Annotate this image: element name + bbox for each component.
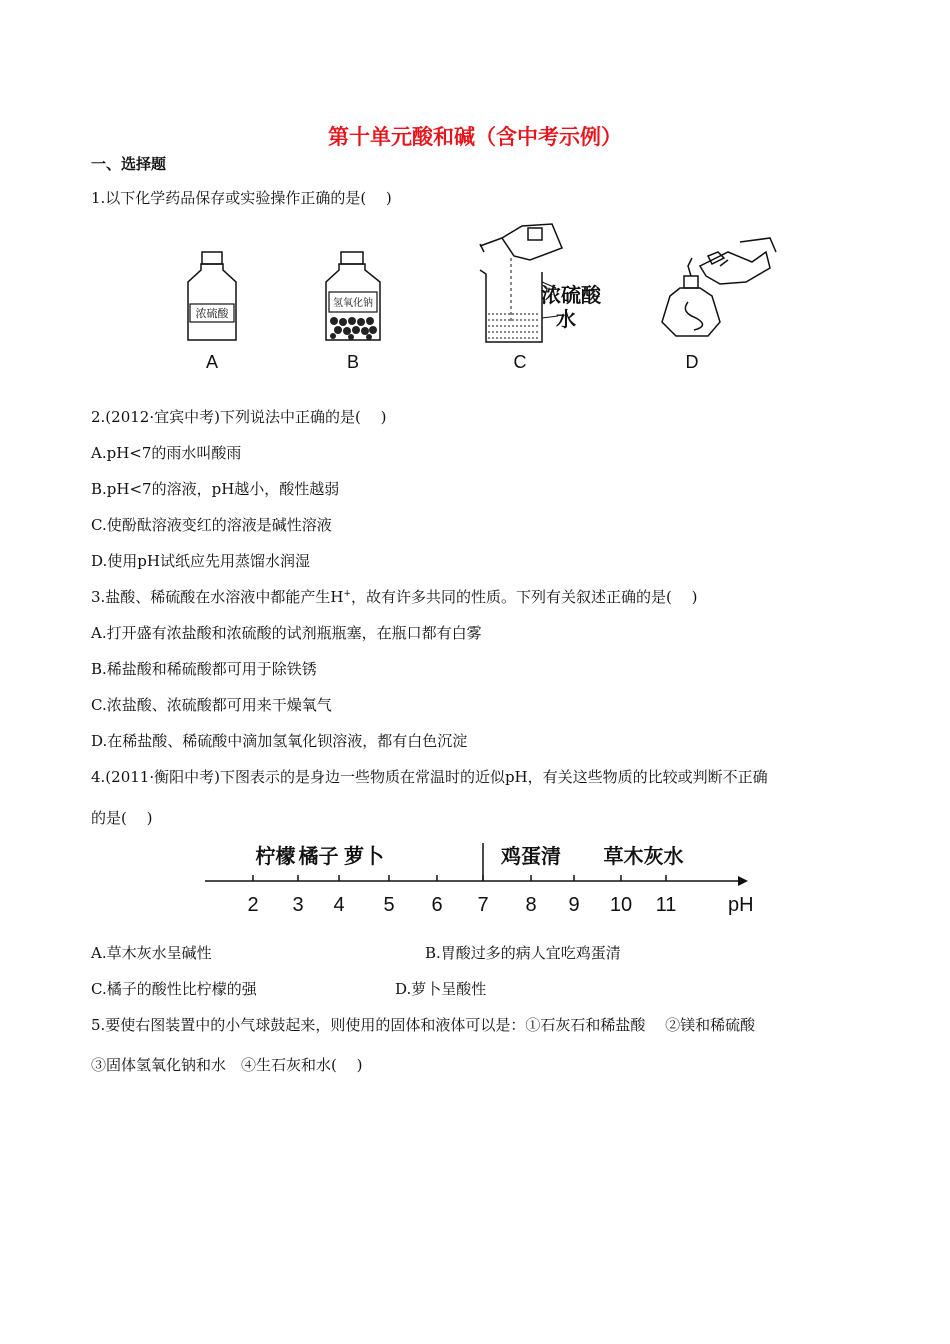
q2-stem: 2.(2012·宜宾中考)下列说法中正确的是( ) bbox=[91, 408, 387, 426]
option-a-label: A bbox=[205, 352, 219, 372]
q3-option-d: D.在稀盐酸、稀硫酸中滴加氢氧化钡溶液，都有白色沉淀 bbox=[91, 732, 468, 750]
q3-option-c: C.浓盐酸、浓硫酸都可用来干燥氧气 bbox=[91, 696, 332, 714]
q4-option-d: D.萝卜呈酸性 bbox=[395, 980, 487, 998]
ph-scale-figure bbox=[200, 835, 770, 925]
q1-stem: 1.以下化学药品保存或实验操作正确的是( ) bbox=[91, 189, 392, 207]
ph-tick-label: 6 bbox=[431, 894, 443, 916]
q2-option-a: A.pH<7的雨水叫酸雨 bbox=[91, 444, 242, 462]
beaker-liquid bbox=[488, 314, 540, 338]
q3-stem-sup: + bbox=[343, 589, 351, 599]
bottle-a-illustration bbox=[188, 252, 236, 340]
beaker-c-illustration bbox=[480, 224, 562, 342]
q1-figure bbox=[180, 222, 780, 374]
ph-tick-label: 3 bbox=[292, 894, 304, 916]
bottle-b-label: 氢氧化钠 bbox=[333, 298, 373, 309]
ph-tick-label: 4 bbox=[333, 894, 345, 916]
ph-tick-label: 8 bbox=[525, 894, 537, 916]
ph-tick-label: 10 bbox=[609, 894, 633, 916]
option-b-label: B bbox=[346, 352, 360, 372]
q2-option-d: D.使用pH试纸应先用蒸馏水润湿 bbox=[91, 552, 310, 570]
ph-unit-label: pH bbox=[728, 894, 754, 916]
q5-stem-line1: 5.要使右图装置中的小气球鼓起来，则使用的固体和液体可以是：①石灰石和稀盐酸 ②镁和稀硫酸 bbox=[91, 1016, 756, 1034]
q3-stem bbox=[91, 586, 697, 607]
ph-tick-label: 5 bbox=[383, 894, 395, 916]
pellets bbox=[330, 317, 377, 340]
ph-substance-label: 橘子 bbox=[298, 846, 339, 868]
option-d-label: D bbox=[685, 352, 699, 372]
option-c-label: C bbox=[513, 352, 527, 372]
q4-option-c: C.橘子的酸性比柠檬的强 bbox=[91, 980, 257, 998]
page-title: 第十单元酸和碱（含中考示例） bbox=[328, 125, 622, 149]
q3-option-a: A.打开盛有浓盐酸和浓硫酸的试剂瓶瓶塞，在瓶口都有白雾 bbox=[91, 624, 482, 642]
q4-option-b: B.胃酸过多的病人宜吃鸡蛋清 bbox=[425, 944, 621, 962]
q2-option-b: B.pH<7的溶液，pH越小，酸性越弱 bbox=[91, 480, 340, 498]
section-heading: 一、选择题 bbox=[91, 155, 167, 173]
ph-axis-arrow bbox=[738, 876, 748, 886]
ph-tick-label: 11 bbox=[655, 894, 677, 916]
q5-stem-line2: ③固体氢氧化钠和水 ④生石灰和水( ) bbox=[91, 1056, 363, 1074]
q4-option-a: A.草木灰水呈碱性 bbox=[91, 944, 212, 962]
q3-stem-after: ，故有许多共同的性质。下列有关叙述正确的是( ) bbox=[350, 588, 698, 606]
q2-option-c: C.使酚酞溶液变红的溶液是碱性溶液 bbox=[91, 516, 332, 534]
bottle-a-label: 浓硫酸 bbox=[195, 308, 229, 320]
ph-tick-label: 2 bbox=[247, 894, 259, 916]
lamp-d-illustration bbox=[662, 238, 776, 336]
q3-option-b: B.稀盐酸和稀硫酸都可用于除铁锈 bbox=[91, 660, 317, 678]
ph-tick-label: 7 bbox=[477, 894, 489, 916]
ph-substance-label: 草木灰水 bbox=[603, 846, 684, 868]
beaker-label-water: 水 bbox=[556, 309, 576, 331]
ph-tick-label: 9 bbox=[568, 894, 580, 916]
beaker-label-acid: 浓硫酸 bbox=[541, 285, 601, 307]
ph-substance-label: 萝卜 bbox=[344, 846, 384, 868]
ph-substance-label: 柠檬 bbox=[255, 846, 296, 868]
q3-stem-before: 3.盐酸、稀硫酸在水溶液中都能产生H bbox=[91, 588, 344, 606]
q4-stem-line2: 的是( ) bbox=[91, 809, 153, 827]
ph-substance-label: 鸡蛋清 bbox=[501, 846, 561, 868]
q4-stem-line1: 4.(2011·衡阳中考)下图表示的是身边一些物质在常温时的近似pH，有关这些物质的比较或判断不正确 bbox=[91, 768, 768, 786]
